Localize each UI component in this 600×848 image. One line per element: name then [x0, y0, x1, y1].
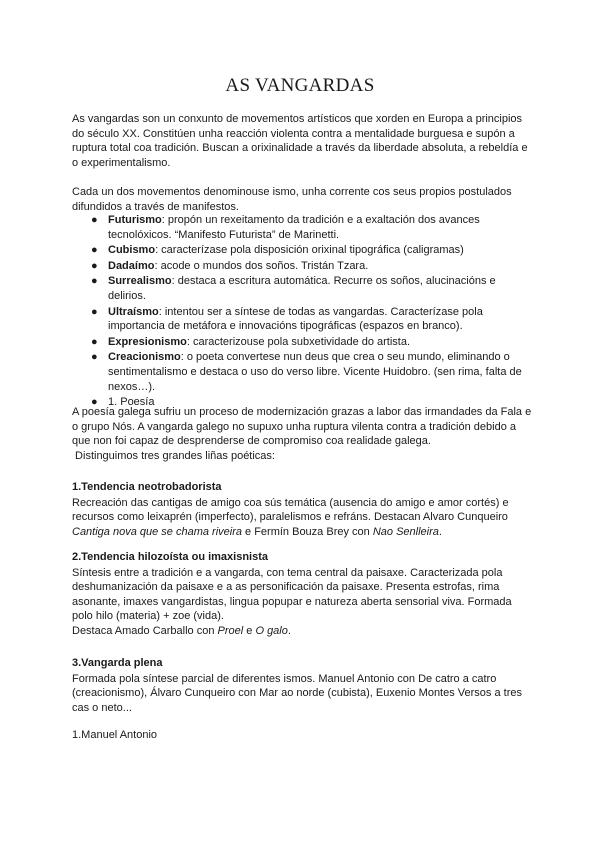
- bullet-icon: ●: [91, 214, 98, 226]
- bullet-icon: ●: [91, 244, 98, 257]
- list-item: [72, 243, 532, 258]
- movement-name: Surrealismo: [108, 275, 172, 288]
- section-body: [72, 496, 532, 540]
- section-heading: 1.Tendencia neotrobadorista: [72, 481, 222, 493]
- section-text: Destaca Amado Carballo con: [72, 624, 218, 637]
- movement-description: : caracterizouse pola subxetividade do artista.: [186, 335, 411, 348]
- movement-name: Dadaímo: [108, 259, 155, 272]
- section-text: .: [438, 525, 442, 538]
- list-item: [72, 274, 532, 303]
- bullet-icon: ●: [91, 305, 98, 318]
- galician-paragraph: A poesía galega sufriu un proceso de modernización grazas a labor das irmandades da Fala e o grupo Nós. A vangarda galego no supuxo unha ruptura vilenta contra a tradición debido a que non foi capaz de desprenderse de compromiso coa realidade galega.: [72, 406, 532, 448]
- movement-name: Cubismo: [108, 244, 156, 257]
- movement-name: Creacionismo: [108, 351, 181, 364]
- movement-name: Ultraísmo: [108, 305, 159, 318]
- list-item: [72, 305, 532, 334]
- section-text: .: [287, 624, 291, 637]
- work-title: Nao Senlleira: [372, 525, 439, 538]
- section-vangarda-plena: [72, 656, 532, 715]
- movement-name: Futurismo: [108, 214, 162, 226]
- list-item: [72, 259, 532, 274]
- movement-description: : propón un rexeitamento da tradición e a exaltación dos avances tecnolóxicos. “Manifesto Futurista” de Marinetti.: [108, 214, 480, 241]
- list-item: [72, 213, 532, 242]
- ismos-paragraph: Cada un dos movementos denominouse ismo, unha corrente cos seus propios postulados difundidos a través de manifestos.: [72, 186, 512, 213]
- work-title: O galo: [255, 624, 288, 637]
- movement-description: : intentou ser a síntese de todas as vangardas. Caracterízase pola importancia de metáfora e innovacións tipográficas (espazos en branco).: [108, 305, 483, 333]
- section-hilozoista: [72, 550, 532, 639]
- list-item: [72, 335, 532, 350]
- section-heading: 3.Vangarda plena: [72, 657, 163, 669]
- section-heading: 2.Tendencia hilozoísta ou imaxisnista: [72, 551, 269, 563]
- galician-poetry-block: [72, 405, 532, 463]
- section-text: e Fermín Bouza Brey con: [241, 525, 373, 538]
- movement-description: : acode o mundos dos soños. Tristán Tzara.: [154, 259, 369, 272]
- movement-name: Expresionismo: [108, 335, 187, 348]
- subsection-heading: 1.Manuel Antonio: [72, 729, 158, 741]
- movements-list: [72, 213, 532, 411]
- work-title: Proel: [217, 624, 244, 637]
- list-item: [72, 350, 532, 394]
- bullet-icon: ●: [91, 351, 98, 364]
- page-title: AS VANGARDAS: [225, 75, 375, 96]
- movement-description: : o poeta convertese nun deus que crea o seu mundo, eliminando o sentimentalismo e destaca o uso do verso libre. Vicente Huidobro. (sen rima, falta de nexos…).: [108, 351, 522, 393]
- section-neotrobadorista: [72, 480, 532, 539]
- bullet-icon: ●: [91, 335, 98, 348]
- work-title: Cantiga nova que se chama riveira: [72, 525, 242, 538]
- intro-paragraph: As vangardas son un conxunto de movementos artísticos que xorden en Europa a principios do século XX. Constitúen unha reacción violenta contra a mentalidade burguesa e supón a ruptura total coa tradición. Buscan a orixinalidade a través da liberdade absoluta, a rebeldía e o experimentalismo.: [72, 113, 528, 169]
- bullet-icon: ●: [91, 275, 98, 288]
- section-body: Formada pola síntese parcial de diferentes ismos. Manuel Antonio con De catro a catro (creacionismo), Álvaro Cunqueiro con Mar ao norde (cubista), Euxenio Montes Versos a tres cas o neto...: [72, 672, 522, 714]
- bullet-icon: ●: [91, 259, 98, 272]
- movement-description: : caracterízase pola disposición orixinal tipográfica (caligramas): [155, 244, 464, 257]
- movement-description: : destaca a escritura automática. Recurre os soños, alucinacións e delirios.: [108, 275, 496, 302]
- section-body: Síntesis entre a tradición e a vangarda, con tema central da paisaxe. Caracterizada pola deshumanización da paisaxe e a as personificación da paisaxe. Presenta estrofas, rima asonante, imaxes vangardistas, lingua popupar e natureza aberta sensorial viva. Formada polo hilo (materia) + zoe (vida).: [72, 566, 512, 623]
- bullet-icon: ●: [91, 396, 98, 409]
- list-item-text: 1. Poesía: [108, 396, 155, 409]
- section-destaca: [72, 624, 532, 639]
- distinguimos-line: Distinguimos tres grandes liñas poéticas:: [72, 449, 275, 462]
- section-text: Recreación das cantigas de amigo coa sús temática (ausencia do amigo e amor cortés) e recursos como leixaprén (imperfecto), paralelismos e refráns. Destacan Alvaro Cunqueiro: [72, 496, 509, 524]
- section-text: e: [243, 624, 256, 637]
